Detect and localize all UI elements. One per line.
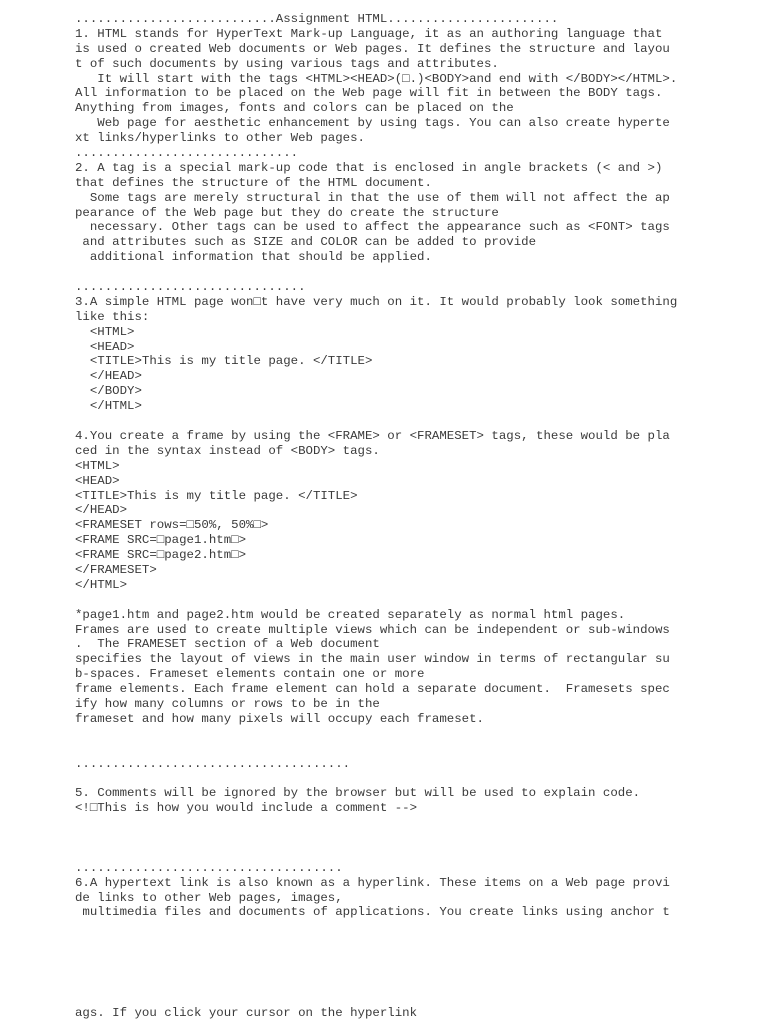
text-line: ..................................... [75,756,351,771]
text-line: multimedia files and documents of applications. You create links using anchor t [75,905,670,920]
text-line: </HTML> [75,399,142,414]
text-line: 5. Comments will be ignored by the browser but will be used to explain code. [75,786,641,801]
text-line: ced in the syntax instead of <BODY> tags. [75,443,380,458]
text-line: *page1.htm and page2.htm would be created separately as normal html pages. [75,607,626,622]
text-line: <HEAD> [75,339,135,354]
text-line: <TITLE>This is my title page. </TITLE> [75,354,373,369]
text-line: 2. A tag is a special mark-up code that is enclosed in angle brackets (< and >) [75,160,663,175]
text-line: de links to other Web pages, images, [75,890,343,905]
text-line: <FRAME SRC=□page1.htm□> [75,533,247,548]
blank-line [75,846,765,861]
text-line: Some tags are merely structural in that the use of them will not affect the ap [75,190,670,205]
blank-line [75,727,765,742]
blank-line [75,831,765,846]
text-line: . The FRAMESET section of a Web document [75,637,380,652]
text-line: and attributes such as SIZE and COLOR can be added to provide [75,235,537,250]
text-line: </HEAD> [75,503,128,518]
text-line: 4.You create a frame by using the <FRAME> or <FRAMESET> tags, these would be pla [75,428,670,443]
text-line: .............................. [75,146,299,161]
text-line: </FRAMESET> [75,562,157,577]
text-line: </BODY> [75,384,142,399]
text-line: It will start with the tags <HTML><HEAD>(□.)<BODY>and end with </BODY></HTML>. [75,71,678,86]
text-line: </HEAD> [75,369,142,384]
text-line: ...........................Assignment HTML....................... [75,12,559,26]
text-line: necessary. Other tags can be used to affect the appearance such as <FONT> tags [75,220,670,235]
text-line: Anything from images, fonts and colors can be placed on the [75,101,514,116]
text-line: frame elements. Each frame element can hold a separate document. Framesets spec [75,682,670,697]
text-line: xt links/hyperlinks to other Web pages. [75,131,365,146]
text-line: <TITLE>This is my title page. </TITLE> [75,488,358,503]
text-line: frameset and how many pixels will occupy each frameset. [75,711,484,726]
text-line: b-spaces. Frameset elements contain one or more [75,667,425,682]
text-line: </HTML> [75,577,128,592]
text-line: <FRAME SRC=□page2.htm□> [75,548,247,563]
text-line: specifies the layout of views in the main user window in terms of rectangular su [75,652,670,667]
text-line: Web page for aesthetic enhancement by using tags. You can also create hyperte [75,116,670,131]
text-line: .................................... [75,860,343,875]
text-line: 6.A hypertext link is also known as a hyperlink. These items on a Web page provi [75,875,670,890]
blank-line [75,816,765,831]
text-line: <HTML> [75,324,135,339]
blank-line [75,742,765,757]
text-line: <HTML> [75,458,120,473]
text-line: All information to be placed on the Web page will fit in between the BODY tags. [75,86,663,101]
text-line: is used o created Web documents or Web pages. It defines the structure and layou [75,41,670,56]
text-line: Frames are used to create multiple views which can be independent or sub-windows [75,622,670,637]
document-body [75,12,765,920]
text-line: t of such documents by using various tags and attributes. [75,56,499,71]
text-line: <!□This is how you would include a comment --> [75,801,418,816]
text-line: additional information that should be applied. [75,250,432,265]
blank-line [75,771,765,786]
text-line: ify how many columns or rows to be in the [75,696,380,711]
text-line: like this: [75,309,150,324]
document-last-line: ags. If you click your cursor on the hyperlink [75,1006,418,1020]
text-line: <HEAD> [75,473,120,488]
text-line: pearance of the Web page but they do create the structure [75,205,499,220]
blank-line [75,593,765,608]
text-line: <FRAMESET rows=□50%, 50%□> [75,518,269,533]
text-line: that defines the structure of the HTML document. [75,175,432,190]
blank-line [75,265,765,280]
blank-line [75,414,765,429]
text-line: ............................... [75,280,306,295]
text-line: 1. HTML stands for HyperText Mark-up Language, it as an authoring language that [75,26,663,41]
text-line: 3.A simple HTML page won□t have very much on it. It would probably look something [75,294,678,309]
